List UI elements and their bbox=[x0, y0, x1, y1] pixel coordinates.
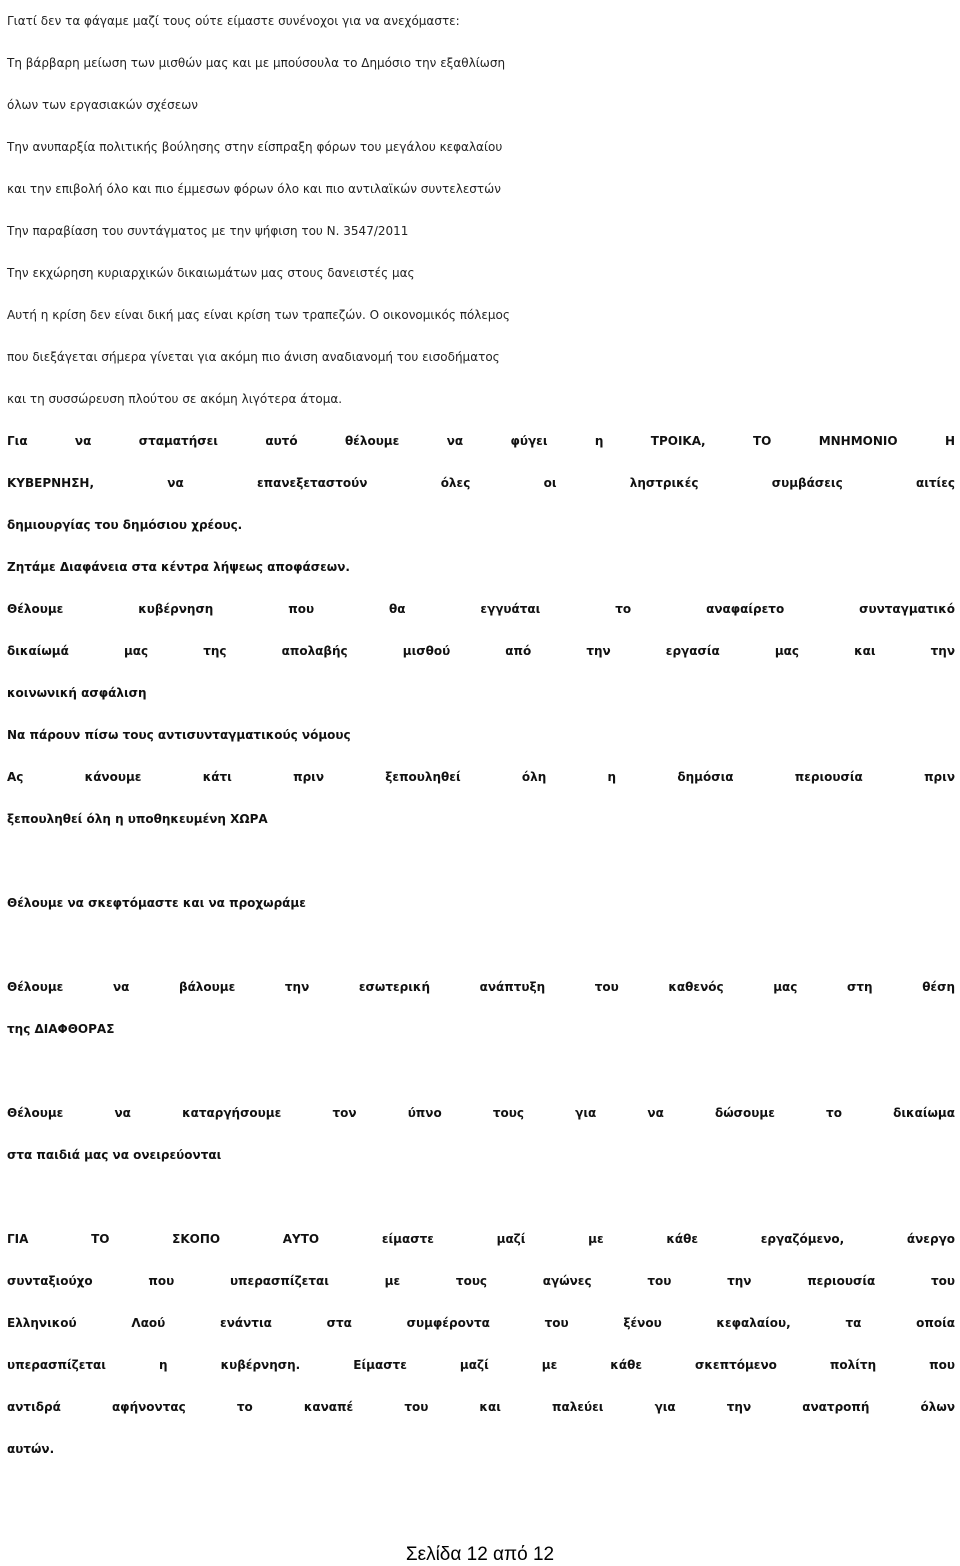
page-number: Σελίδα 12 από 12 bbox=[405, 1544, 555, 1565]
bold-line: Θέλουμε κυβέρνηση που θα εγγυάται το αναφαίρετο συνταγματικό bbox=[7, 602, 955, 616]
text-line: που διεξάγεται σήμερα γίνεται για ακόμη πιο άνιση αναδιανομή του εισοδήματος bbox=[7, 350, 500, 364]
text-line: Τη βάρβαρη μείωση των μισθών μας και με μπούσουλα το Δημόσιο την εξαθλίωση bbox=[7, 56, 506, 70]
bold-line: υπερασπίζεται η κυβέρνηση. Είμαστε μαζί με κάθε σκεπτόμενο πολίτη που bbox=[7, 1358, 955, 1372]
bold-line: στα παιδιά μας να ονειρεύονται bbox=[7, 1148, 222, 1162]
bold-line: αυτών. bbox=[7, 1442, 55, 1456]
text-line: Την εκχώρηση κυριαρχικών δικαιωμάτων μας στους δανειστές μας bbox=[7, 266, 415, 280]
document-page bbox=[7, 0, 955, 1470]
bold-line: Να πάρουν πίσω τους αντισυνταγματικούς νόμους bbox=[7, 728, 351, 742]
paragraph-gap bbox=[7, 1050, 955, 1092]
paragraph-gap bbox=[7, 924, 955, 966]
bold-line: συνταξιούχο που υπερασπίζεται με τους αγώνες του την περιουσία του bbox=[7, 1274, 955, 1288]
bold-line: Ζητάμε Διαφάνεια στα κέντρα λήψεως αποφάσεων. bbox=[7, 560, 350, 574]
text-line: όλων των εργασιακών σχέσεων bbox=[7, 98, 198, 112]
bold-line: αντιδρά αφήνοντας το καναπέ του και παλεύει για την ανατροπή όλων bbox=[7, 1400, 955, 1414]
text-line: Την ανυπαρξία πολιτικής βούλησης στην είσπραξη φόρων του μεγάλου κεφαλαίου bbox=[7, 140, 503, 154]
text-line: Γιατί δεν τα φάγαμε μαζί τους ούτε είμαστε συνένοχοι για να ανεχόμαστε: bbox=[7, 14, 460, 28]
text-line: Την παραβίαση του συντάγματος με την ψήφιση του Ν. 3547/2011 bbox=[7, 224, 409, 238]
bold-line: ξεπουληθεί όλη η υποθηκευμένη ΧΩΡΑ bbox=[7, 812, 268, 826]
text-line: και την επιβολή όλο και πιο έμμεσων φόρων όλο και πιο αντιλαϊκών συντελεστών bbox=[7, 182, 501, 196]
page-footer bbox=[0, 1544, 960, 1566]
text-line: Αυτή η κρίση δεν είναι δική μας είναι κρίση των τραπεζών. Ο οικονομικός πόλεμος bbox=[7, 308, 510, 322]
bold-line: Θέλουμε να σκεφτόμαστε και να προχωράμε bbox=[7, 896, 306, 910]
bold-line: δικαίωμά μας της απολαβής μισθού από την εργασία μας και την bbox=[7, 644, 955, 658]
bold-line: Θέλουμε να καταργήσουμε τον ύπνο τους για να δώσουμε το δικαίωμα bbox=[7, 1106, 955, 1120]
bold-line: κοινωνική ασφάλιση bbox=[7, 686, 147, 700]
bold-line: Ας κάνουμε κάτι πριν ξεπουληθεί όλη η δημόσια περιουσία πριν bbox=[7, 770, 955, 784]
paragraph-gap bbox=[7, 1176, 955, 1218]
paragraph-gap bbox=[7, 840, 955, 882]
bold-line: δημιουργίας του δημόσιου χρέους. bbox=[7, 518, 243, 532]
bold-line: ΓΙΑ ΤΟ ΣΚΟΠΟ ΑΥΤΟ είμαστε μαζί με κάθε εργαζόμενο, άνεργο bbox=[7, 1232, 955, 1246]
bold-line: Θέλουμε να βάλουμε την εσωτερική ανάπτυξη του καθενός μας στη θέση bbox=[7, 980, 955, 994]
bold-line: ΚΥΒΕΡΝΗΣΗ, να επανεξεταστούν όλες οι ληστρικές συμβάσεις αιτίες bbox=[7, 476, 955, 490]
bold-line: της ΔΙΑΦΘΟΡΑΣ bbox=[7, 1022, 115, 1036]
bold-line: Για να σταματήσει αυτό θέλουμε να φύγει η ΤΡΟΙΚΑ, ΤΟ ΜΝΗΜΟΝΙΟ Η bbox=[7, 434, 955, 448]
text-line: και τη συσσώρευση πλούτου σε ακόμη λιγότερα άτομα. bbox=[7, 392, 343, 406]
bold-line: Ελληνικού Λαού ενάντια στα συμφέροντα του ξένου κεφαλαίου, τα οποία bbox=[7, 1316, 955, 1330]
